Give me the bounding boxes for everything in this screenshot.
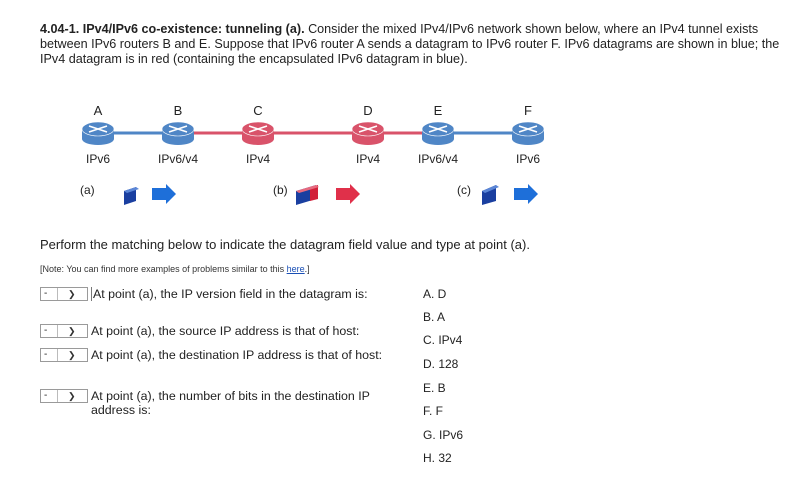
node-letter: F bbox=[524, 103, 532, 118]
node-letter: D bbox=[363, 103, 373, 118]
node-letter: A bbox=[93, 103, 103, 118]
question-title: IPv4/IPv6 co-existence: tunneling (a). bbox=[82, 22, 305, 36]
question-text bbox=[40, 22, 790, 67]
point-label-c: (c) bbox=[457, 183, 471, 197]
point-label-a: (a) bbox=[80, 183, 95, 197]
point-label-b: (b) bbox=[273, 183, 288, 197]
arrow-right-icon bbox=[152, 184, 176, 204]
node-letter: E bbox=[433, 103, 443, 118]
option-c: C. IPv4 bbox=[423, 333, 463, 347]
node-type: IPv4 bbox=[355, 152, 380, 166]
datagram-c bbox=[482, 184, 538, 205]
answer-select-2[interactable]: - ❯ bbox=[40, 324, 88, 338]
node-type: IPv6/v4 bbox=[157, 152, 199, 166]
note-suffix: .] bbox=[304, 264, 310, 274]
chevron-down-icon: ❯ bbox=[68, 350, 76, 360]
note-prefix: [Note: You can find more examples of problems similar to this bbox=[40, 264, 287, 274]
arrow-right-icon bbox=[514, 184, 538, 204]
note-text bbox=[40, 264, 310, 274]
statement-3: At point (a), the destination IP address is that of host: bbox=[91, 348, 383, 362]
answer-select-3[interactable]: - ❯ bbox=[40, 348, 88, 362]
option-a: A. D bbox=[423, 287, 447, 301]
router-icon bbox=[82, 122, 114, 145]
node-type: IPv4 bbox=[245, 152, 270, 166]
node-letter: C bbox=[253, 103, 263, 118]
question-number: 4.04-1. bbox=[40, 22, 80, 36]
node-type: IPv6/v4 bbox=[417, 152, 459, 166]
statement-4: At point (a), the number of bits in the destination IP address is: bbox=[91, 389, 370, 417]
option-b: B. A bbox=[423, 310, 446, 324]
question-body: Consider the mixed IPv4/IPv6 network shown below, where an IPv4 tunnel exists between IPv6 routers B and E. Suppose that IPv6 router A sends a datagram to IPv6 router F. IPv6 datagrams are shown in blue; the IPv4 datagram is in red (containing the encapsulated IPv6 datagram in blue). bbox=[40, 22, 780, 66]
router-icon bbox=[422, 122, 454, 145]
chevron-down-icon: ❯ bbox=[68, 289, 76, 299]
router-icon bbox=[162, 122, 194, 145]
instructions-text: Perform the matching below to indicate the datagram field value and type at point (a). bbox=[40, 237, 530, 252]
arrow-right-icon bbox=[336, 184, 360, 204]
chevron-down-icon: ❯ bbox=[68, 391, 76, 401]
option-e: E. B bbox=[423, 381, 446, 395]
chevron-down-icon: ❯ bbox=[68, 326, 76, 336]
router-icon bbox=[512, 122, 544, 145]
node-type: IPv6 bbox=[85, 152, 110, 166]
option-g: G. IPv6 bbox=[423, 428, 464, 442]
option-h: H. 32 bbox=[423, 451, 452, 465]
router-icon bbox=[352, 122, 384, 145]
node-letter: B bbox=[173, 103, 183, 118]
note-link[interactable]: here bbox=[286, 264, 305, 274]
datagram-a bbox=[124, 184, 176, 205]
answer-select-1[interactable]: - ❯ bbox=[40, 287, 88, 301]
answer-select-4[interactable]: - ❯ bbox=[40, 389, 88, 403]
node-type: IPv6 bbox=[515, 152, 540, 166]
statement-1: At point (a), the IP version field in the datagram is: bbox=[91, 287, 413, 301]
datagram-b bbox=[296, 184, 360, 205]
router-icon bbox=[242, 122, 274, 145]
option-f: F. F bbox=[423, 404, 443, 418]
option-d: D. 128 bbox=[423, 357, 459, 371]
statement-2: At point (a), the source IP address is that of host: bbox=[91, 324, 360, 338]
